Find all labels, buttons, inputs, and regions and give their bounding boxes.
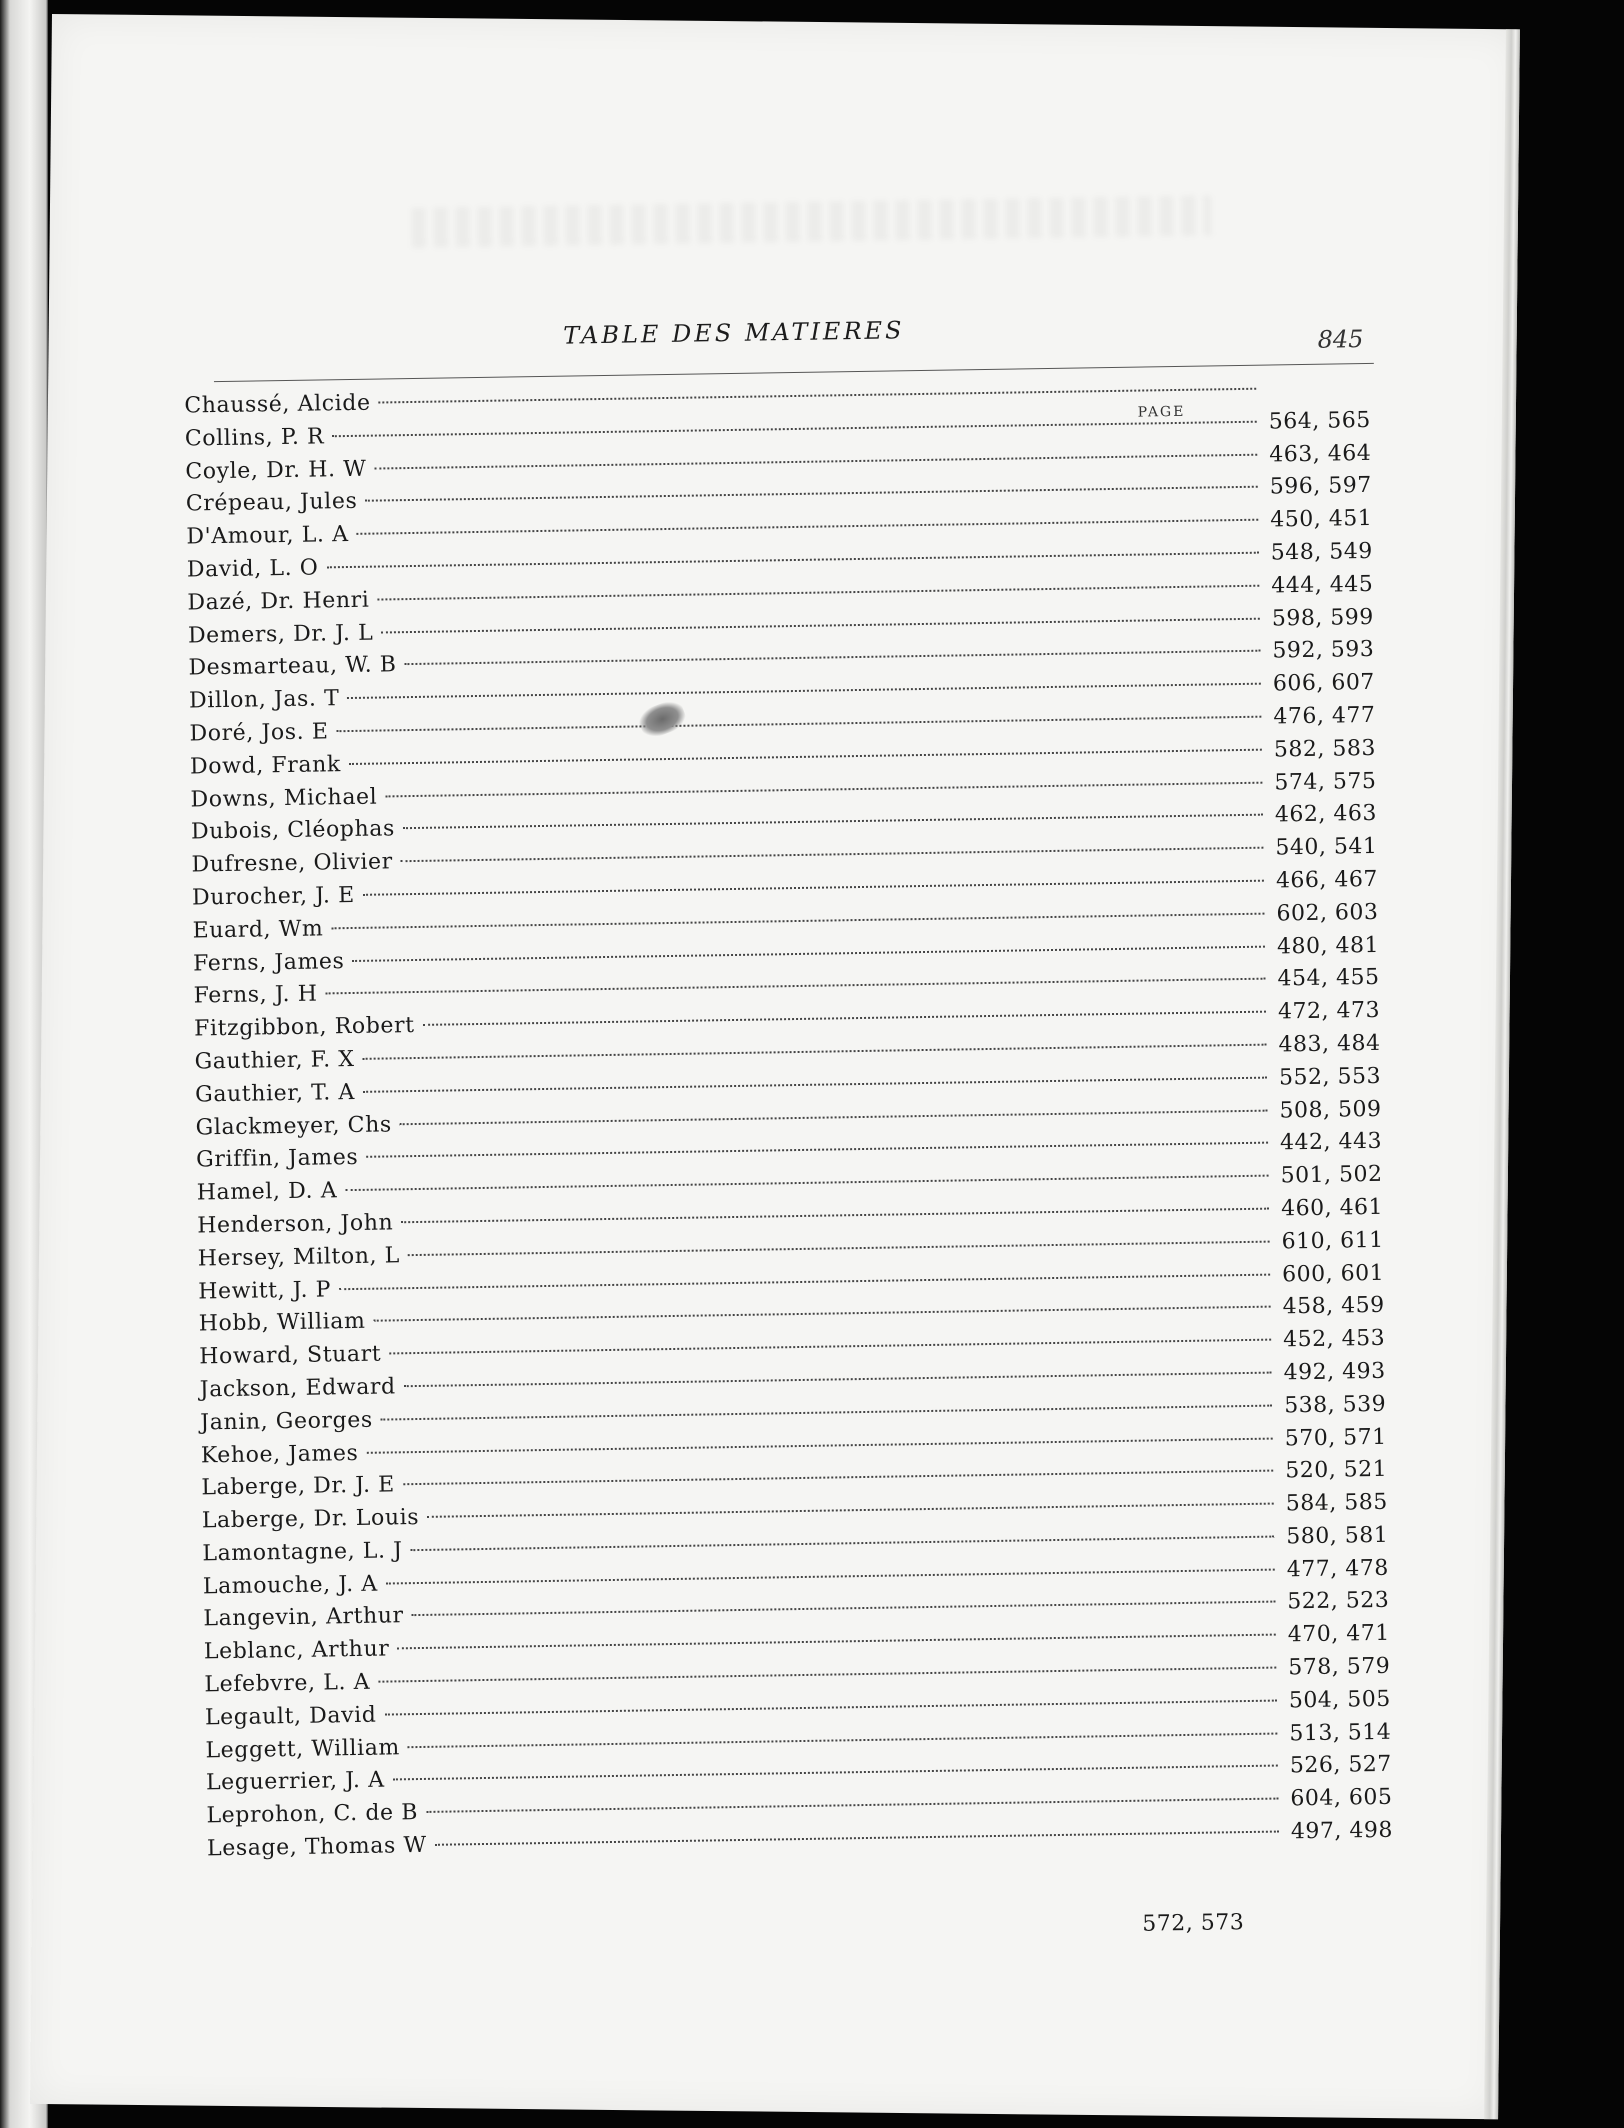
entry-pages: 578, 579 — [1288, 1653, 1391, 1681]
entry-name: Jackson, Edward — [199, 1374, 396, 1403]
entry-name: Lamontagne, L. J — [202, 1538, 403, 1567]
entry-pages: 504, 505 — [1288, 1686, 1391, 1714]
dot-leader — [400, 1109, 1268, 1125]
dot-leader — [326, 552, 1258, 569]
entry-pages: 548, 549 — [1270, 538, 1373, 566]
entry-name: Griffin, James — [196, 1145, 359, 1173]
entry-pages: 584, 585 — [1285, 1489, 1388, 1517]
entry-name: Ferns, J. H — [193, 981, 318, 1009]
entry-pages: 480, 481 — [1276, 932, 1380, 960]
entry-name: Euard, Wm — [192, 916, 324, 944]
entry-pages: 522, 523 — [1287, 1588, 1390, 1615]
entry-name: Hobb, William — [198, 1309, 366, 1337]
entry-pages: 596, 597 — [1269, 473, 1372, 500]
entry-name: Desmarteau, W. B — [188, 652, 397, 681]
dot-leader — [352, 945, 1265, 961]
entry-name: Hamel, D. A — [196, 1178, 338, 1206]
entry-pages: 508, 509 — [1279, 1096, 1382, 1123]
dot-leader — [374, 453, 1257, 469]
page-number: 845 — [1317, 325, 1364, 354]
entry-name: D'Amour, L. A — [186, 522, 349, 550]
entry-pages: 442, 443 — [1279, 1129, 1383, 1156]
entry-pages: 444, 445 — [1271, 571, 1374, 599]
entry-pages — [1264, 394, 1374, 396]
entry-name: Leggett, William — [205, 1735, 401, 1764]
entry-pages: 454, 455 — [1277, 965, 1380, 992]
entry-pages: 483, 484 — [1278, 1030, 1381, 1058]
entry-pages: 462, 463 — [1274, 801, 1378, 828]
entry-pages: 610, 611 — [1281, 1227, 1384, 1255]
entry-pages: 604, 605 — [1290, 1785, 1393, 1812]
entry-pages: 492, 493 — [1283, 1358, 1386, 1386]
entry-pages: 552, 553 — [1278, 1063, 1382, 1091]
dot-leader — [389, 1339, 1271, 1355]
dot-leader — [378, 1667, 1276, 1683]
dot-leader — [427, 1503, 1274, 1518]
dot-leader — [403, 814, 1263, 830]
entry-name: Lefebvre, L. A — [204, 1669, 371, 1698]
entry-name: Laberge, Dr. Louis — [201, 1505, 420, 1534]
entry-pages: 520, 521 — [1285, 1457, 1388, 1484]
entry-name: Doré, Jos. E — [189, 719, 329, 747]
entry-pages: 582, 583 — [1273, 735, 1377, 763]
dot-leader — [435, 1831, 1279, 1846]
dot-leader — [385, 781, 1262, 797]
entry-pages: 477, 478 — [1286, 1555, 1389, 1583]
entry-pages: 526, 527 — [1289, 1752, 1393, 1779]
entry-name: Howard, Stuart — [199, 1341, 382, 1370]
entry-pages: 570, 571 — [1284, 1424, 1387, 1451]
dot-leader — [401, 1208, 1269, 1224]
entry-name: Fitzgibbon, Robert — [193, 1013, 415, 1042]
dot-leader — [386, 1568, 1275, 1584]
dot-leader — [412, 1601, 1276, 1617]
entry-pages: 580, 581 — [1286, 1522, 1389, 1550]
entry-name: Langevin, Arthur — [203, 1603, 404, 1632]
dot-leader — [363, 1044, 1267, 1060]
dot-leader — [339, 1273, 1270, 1290]
entry-pages: 598, 599 — [1271, 604, 1374, 632]
dot-leader — [393, 1765, 1278, 1781]
entry-pages: 501, 502 — [1280, 1161, 1383, 1189]
entry-pages: 574, 575 — [1274, 768, 1377, 796]
entry-name: Kehoe, James — [200, 1440, 359, 1468]
dot-leader — [347, 683, 1260, 699]
entry-pages: 606, 607 — [1272, 670, 1376, 697]
entry-name: Durocher, J. E — [191, 882, 355, 911]
dot-leader — [408, 1240, 1270, 1256]
dot-leader — [397, 1634, 1275, 1650]
entry-name: Leblanc, Arthur — [203, 1636, 390, 1665]
dot-leader — [366, 1437, 1272, 1453]
entry-name: Collins, P. R — [184, 424, 325, 452]
entry-pages: 592, 593 — [1272, 637, 1375, 664]
entry-pages: 497, 498 — [1290, 1817, 1394, 1845]
entry-name: Dubois, Cléophas — [190, 816, 396, 845]
entry-name: Dillon, Jas. T — [188, 686, 340, 714]
dot-leader — [408, 1732, 1277, 1748]
dot-leader — [373, 1306, 1270, 1322]
entry-name: Glackmeyer, Chs — [195, 1111, 392, 1140]
page-column-label: PAGE — [1137, 403, 1186, 421]
entry-name: Hewitt, J. P — [198, 1276, 332, 1304]
dot-leader — [331, 912, 1264, 929]
dot-leader — [423, 1011, 1266, 1026]
entry-name: Gauthier, F. X — [194, 1046, 355, 1075]
entry-name: Coyle, Dr. H. W — [185, 456, 367, 485]
entry-name: Laberge, Dr. J. E — [201, 1472, 396, 1501]
dot-leader — [366, 1142, 1268, 1158]
entry-pages: 463, 464 — [1269, 440, 1372, 468]
dot-leader — [363, 880, 1264, 896]
entry-pages: 476, 477 — [1273, 702, 1376, 730]
dot-leader — [379, 388, 1257, 404]
book-page — [30, 14, 1520, 2119]
dot-leader — [404, 1372, 1272, 1388]
dot-leader — [336, 716, 1261, 733]
entry-name: Lamouche, J. A — [202, 1571, 378, 1600]
dot-leader — [401, 847, 1264, 863]
entry-pages: 538, 539 — [1284, 1391, 1387, 1419]
entry-pages: 513, 514 — [1289, 1719, 1392, 1747]
entry-name: Chaussé, Alcide — [184, 390, 371, 419]
entry-name: Downs, Michael — [190, 784, 378, 813]
page-content — [28, 11, 1529, 2124]
dot-leader — [426, 1798, 1278, 1813]
dot-leader — [403, 1470, 1273, 1486]
dot-leader — [405, 650, 1261, 665]
entry-pages: 452, 453 — [1282, 1325, 1386, 1353]
dot-leader — [377, 584, 1259, 600]
entry-pages: 602, 603 — [1276, 899, 1379, 927]
entry-name: David, L. O — [186, 555, 319, 583]
entry-name: Legault, David — [204, 1702, 377, 1731]
entry-pages: 564, 565 — [1268, 407, 1371, 435]
entry-name: Demers, Dr. J. L — [187, 620, 374, 649]
entry-name: Lesage, Thomas W — [206, 1832, 427, 1862]
entry-pages: 472, 473 — [1277, 997, 1381, 1025]
entry-pages: 466, 467 — [1275, 866, 1379, 894]
entry-name: Ferns, James — [192, 948, 345, 977]
entry-name: Hersey, Milton, L — [197, 1242, 401, 1272]
entry-name: Crépeau, Jules — [185, 489, 358, 517]
bleed-through — [411, 195, 1212, 248]
entry-name: Leprohon, C. de B — [206, 1800, 419, 1829]
entry-name: Gauthier, T. A — [194, 1079, 356, 1108]
dot-leader — [349, 748, 1262, 764]
dot-leader — [363, 1076, 1267, 1092]
entry-pages: 470, 471 — [1287, 1621, 1390, 1648]
entry-pages: 540, 541 — [1275, 834, 1378, 861]
entry-name: Leguerrier, J. A — [205, 1768, 385, 1796]
dot-leader — [411, 1535, 1275, 1551]
entry-name: Janin, Georges — [200, 1407, 373, 1436]
entry-name: Dowd, Frank — [189, 751, 341, 780]
page-title: TABLE DES MATIERES — [563, 316, 905, 350]
entry-pages: 600, 601 — [1281, 1260, 1385, 1287]
dot-leader — [365, 486, 1257, 502]
running-header — [213, 303, 1374, 382]
dot-leader — [345, 1175, 1268, 1192]
dot-leader — [381, 617, 1260, 633]
entry-pages: 450, 451 — [1270, 506, 1373, 533]
dot-leader — [384, 1699, 1276, 1715]
dot-leader — [326, 978, 1266, 995]
index-entries — [184, 375, 1397, 1869]
entry-name: Dufresne, Olivier — [191, 849, 394, 878]
dot-leader — [332, 421, 1257, 438]
dot-leader — [381, 1404, 1272, 1420]
entry-name: Dazé, Dr. Henri — [187, 587, 370, 616]
entry-name: Henderson, John — [197, 1210, 394, 1239]
dot-leader — [357, 519, 1259, 535]
entry-pages: 458, 459 — [1282, 1293, 1385, 1320]
continued-page-refs: 572, 573 — [1142, 1910, 1245, 1937]
entry-pages: 460, 461 — [1280, 1194, 1384, 1222]
